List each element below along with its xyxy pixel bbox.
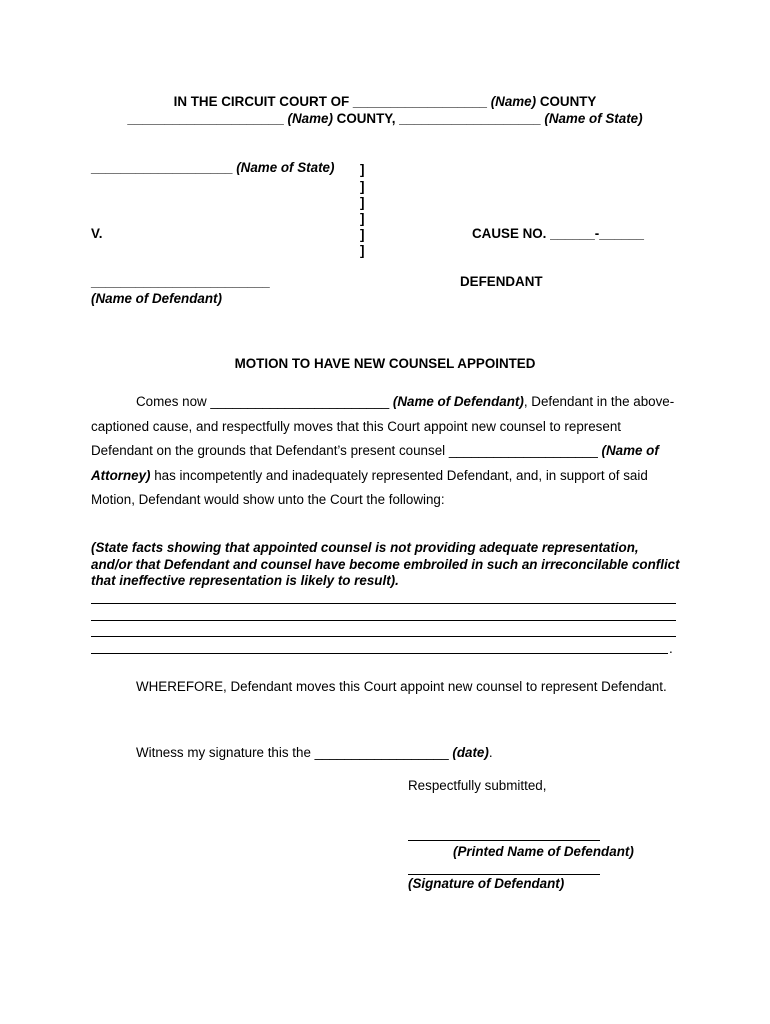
defendant-blank: ________________________ bbox=[91, 274, 270, 289]
wherefore-paragraph: WHEREFORE, Defendant moves this Court appoint new counsel to represent Defendant. bbox=[136, 679, 667, 694]
bracket-2: ] bbox=[360, 179, 365, 194]
state-name-label: (Name of State) bbox=[544, 111, 643, 126]
cause-number: CAUSE NO. ______-______ bbox=[472, 226, 644, 241]
bracket-5: ] bbox=[360, 227, 365, 242]
motion-intro: Comes now ________________________ bbox=[136, 394, 393, 409]
court-caption-line-2 bbox=[0, 111, 770, 127]
court-caption-line-1 bbox=[0, 94, 770, 110]
bracket-1: ] bbox=[360, 162, 365, 177]
defendant-name-label: (Name of Defendant) bbox=[392, 394, 524, 409]
plaintiff-line bbox=[91, 160, 334, 176]
bracket-6: ] bbox=[360, 243, 365, 258]
motion-paragraph bbox=[91, 390, 681, 513]
facts-line-2 bbox=[91, 620, 676, 621]
county-word: COUNTY bbox=[536, 94, 597, 109]
facts-period: . bbox=[669, 641, 673, 656]
signature-label: (Signature of Defendant) bbox=[408, 876, 565, 891]
versus-label: V. bbox=[91, 226, 103, 241]
facts-line-3 bbox=[91, 636, 676, 637]
witness-text: Witness my signature this the __________________ bbox=[136, 745, 453, 760]
witness-line bbox=[136, 745, 493, 761]
bracket-4: ] bbox=[360, 211, 365, 226]
court-name-blank: IN THE CIRCUIT COURT OF __________________ bbox=[173, 94, 491, 109]
attorney-name-label: (Name of Attorney) bbox=[91, 443, 659, 483]
state-blank: COUNTY, ___________________ bbox=[332, 111, 545, 126]
county-name-label-2: (Name) bbox=[287, 111, 333, 126]
county-blank: _____________________ bbox=[127, 111, 288, 126]
document-title: MOTION TO HAVE NEW COUNSEL APPOINTED bbox=[234, 356, 536, 371]
closing-text: Respectfully submitted, bbox=[408, 778, 547, 793]
facts-line-1 bbox=[91, 603, 676, 604]
printed-name-label: (Printed Name of Defendant) bbox=[453, 844, 634, 859]
motion-support: has incompetently and inadequately represented Defendant, and, in support of said Motion, Defendant would show unto the Court the following: bbox=[91, 467, 648, 507]
printed-name-line bbox=[408, 840, 600, 841]
facts-instruction: (State facts showing that appointed counsel is not providing adequate representation, and/or that Defendant and counsel have become embroiled in such an irreconcilable conflict that ineffective representation is likely to result). bbox=[91, 540, 680, 588]
bracket-3: ] bbox=[360, 195, 365, 210]
plaintiff-label: (Name of State) bbox=[236, 160, 335, 175]
defendant-label: (Name of Defendant) bbox=[91, 291, 222, 306]
county-name-label: (Name) bbox=[490, 94, 537, 109]
date-label: (date) bbox=[452, 745, 489, 760]
witness-period: . bbox=[488, 745, 493, 760]
motion-grounds: , Defendant in the above-captioned cause, and respectfully moves that this Court appoint new counsel to represent Defendant on the grounds that Defendant’s present counsel ____________________ bbox=[91, 394, 675, 458]
facts-line-4 bbox=[91, 653, 668, 654]
defendant-heading: DEFENDANT bbox=[460, 274, 543, 289]
signature-line bbox=[408, 874, 600, 875]
plaintiff-blank: ___________________ bbox=[91, 160, 237, 175]
